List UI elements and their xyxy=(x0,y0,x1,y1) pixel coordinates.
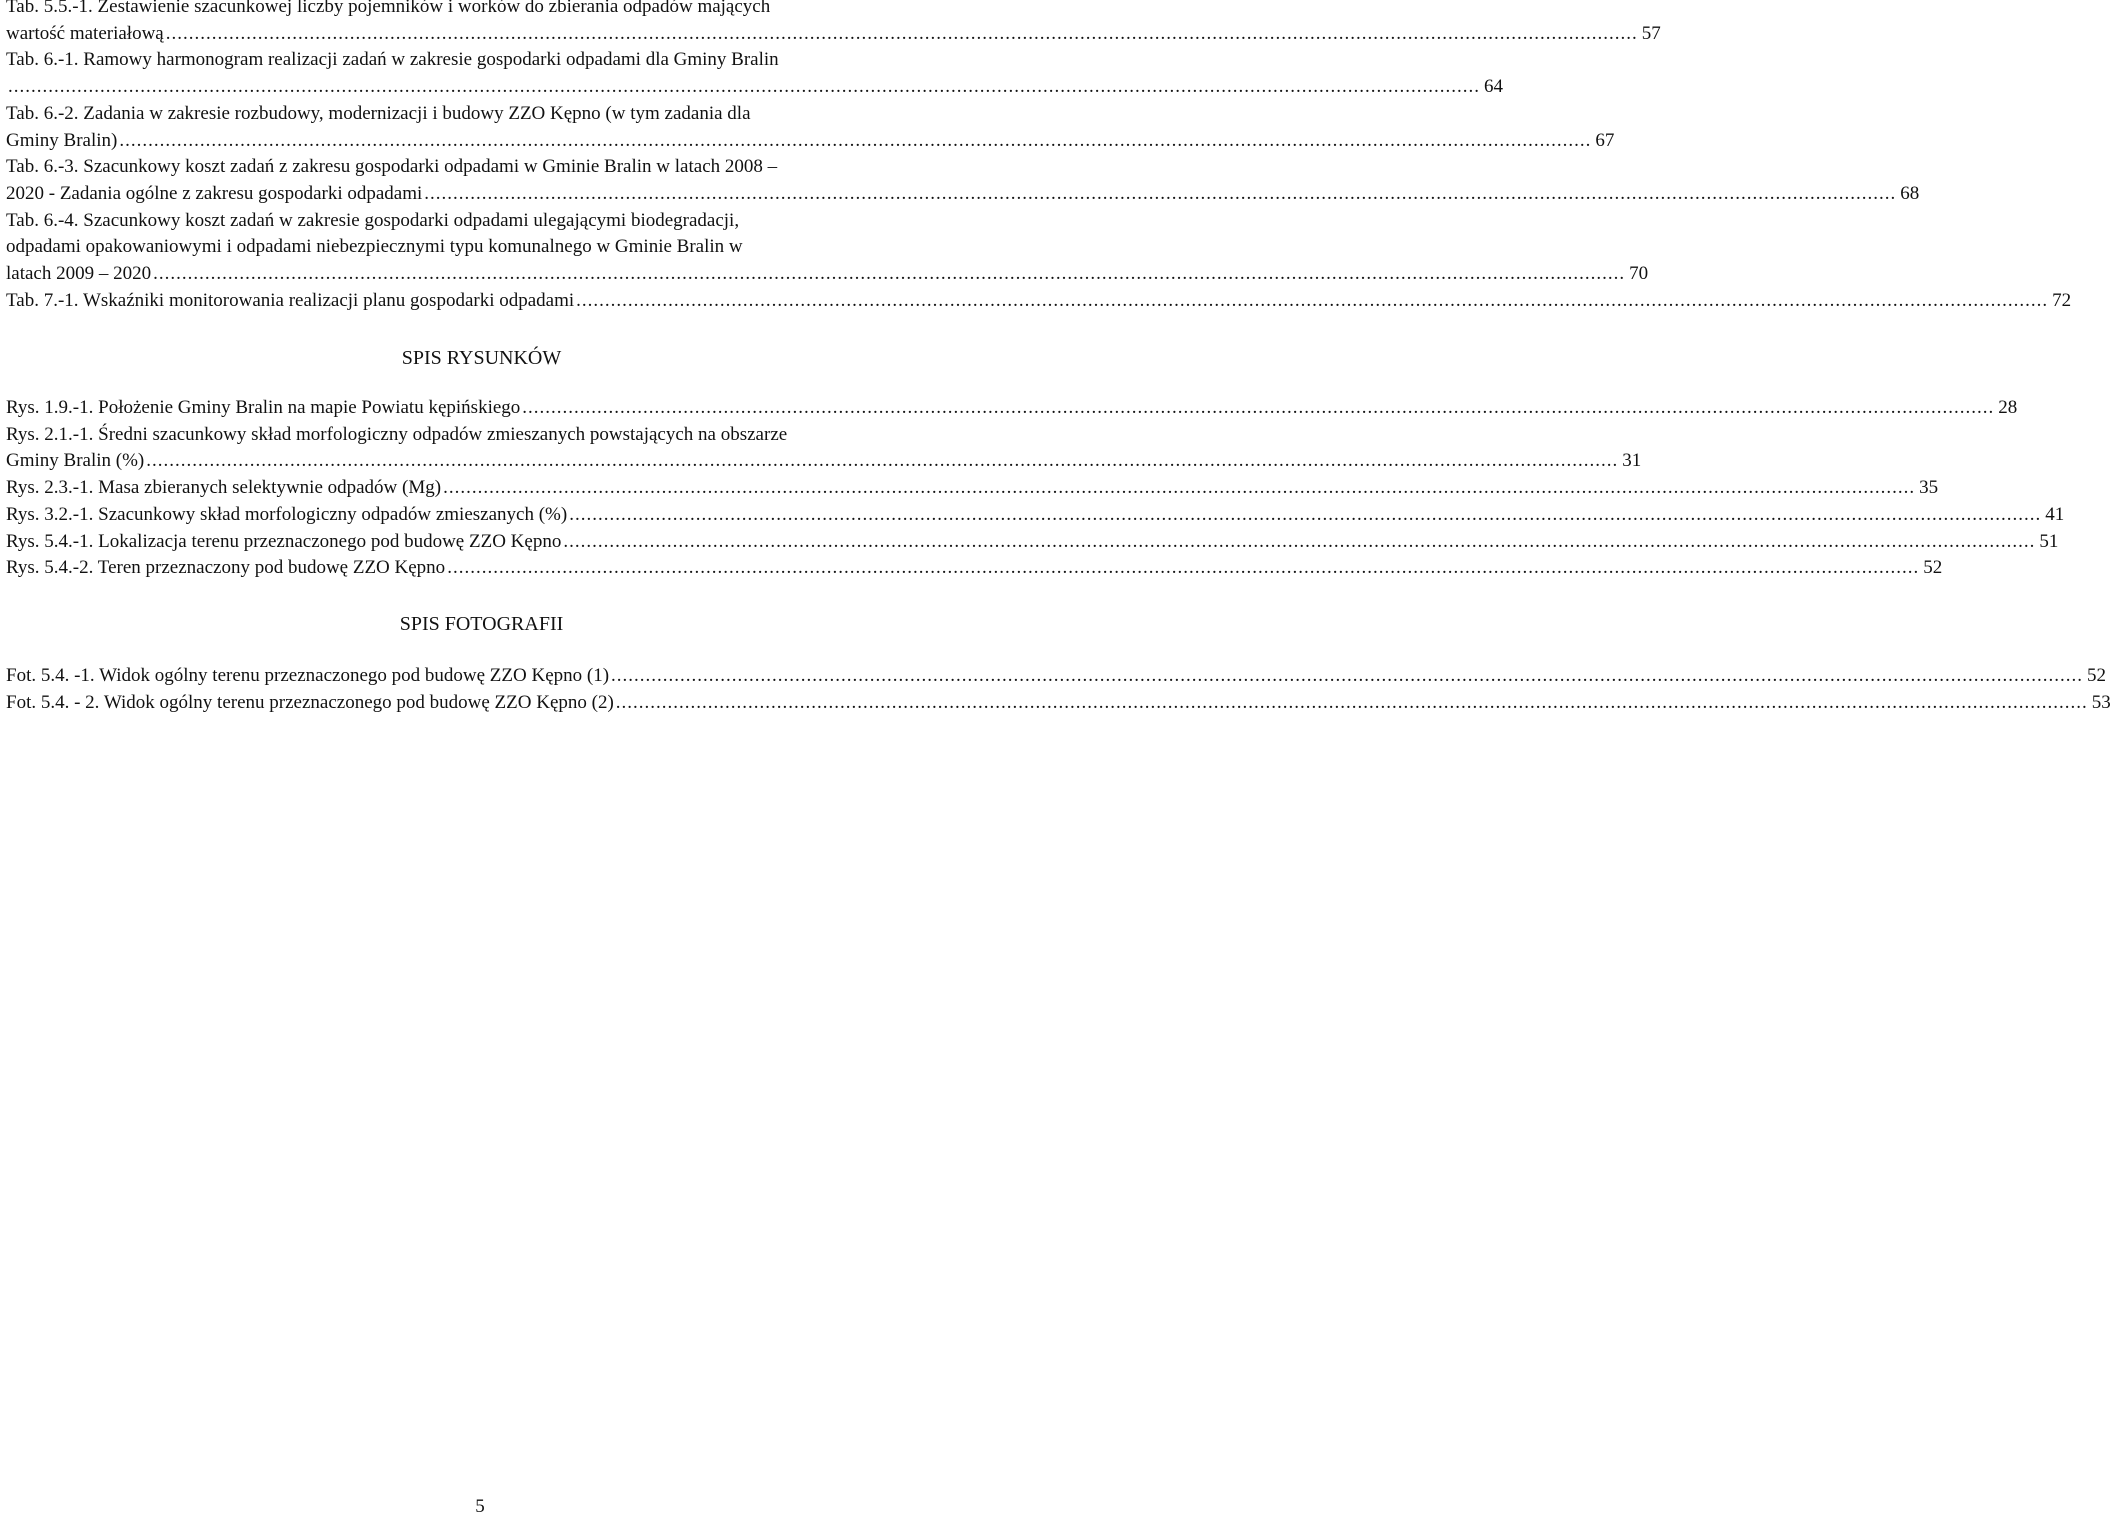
toc-entry[interactable] xyxy=(6,690,2111,717)
dot-leader xyxy=(424,181,1896,208)
toc-entry-text: Tab. 6.-3. Szacunkowy koszt zadań z zakresu gospodarki odpadami w Gminie Bralin w latach 2008 – xyxy=(6,156,778,178)
toc-entry[interactable] xyxy=(6,502,2065,529)
toc-entry[interactable] xyxy=(6,475,1939,502)
toc-page-number: 52 xyxy=(1923,557,1943,579)
toc-entry-text: Tab. 5.5.-1. Zestawienie szacunkowej liczby pojemników i worków do zbierania odpadów mających xyxy=(6,0,771,17)
toc-entry[interactable] xyxy=(6,422,1642,475)
toc-entry[interactable] xyxy=(6,208,1649,288)
toc-page-number: 41 xyxy=(2045,503,2065,525)
toc-entry-text: Tab. 6.-4. Szacunkowy koszt zadań w zakresie gospodarki odpadami ulegającymi biodegradacji, xyxy=(6,209,740,231)
toc-page-number: 28 xyxy=(1998,397,2018,418)
toc-entry-text: Gminy Bralin (%) xyxy=(6,450,145,472)
page-number: 5 xyxy=(475,1496,485,1517)
toc-entry[interactable] xyxy=(6,395,2018,422)
dot-leader xyxy=(576,288,2048,315)
toc-page-number: 57 xyxy=(1641,22,1661,44)
dot-leader xyxy=(166,21,1638,48)
toc-entry-text: Rys. 5.4.-2. Teren przeznaczony pod budowę ZZO Kępno xyxy=(6,557,446,579)
dot-leader xyxy=(611,663,2083,690)
toc-entry[interactable] xyxy=(6,0,1661,47)
toc-entry-text: Rys. 5.4.-1. Lokalizacja terenu przeznaczonego pod budowę ZZO Kępno xyxy=(6,530,562,552)
dot-leader xyxy=(153,261,1625,288)
toc-entry[interactable] xyxy=(6,101,1615,154)
dot-leader xyxy=(447,555,1919,582)
dot-leader xyxy=(616,690,2088,717)
toc-entry-text: Fot. 5.4. - 2. Widok ogólny terenu przeznaczonego pod budowę ZZO Kępno (2) xyxy=(6,691,614,713)
toc-entry-text: 2020 - Zadania ogólne z zakresu gospodarki odpadami xyxy=(6,182,423,204)
toc-entry-text: Gminy Bralin) xyxy=(6,129,118,151)
toc-page-number: 72 xyxy=(2052,289,2072,311)
toc-page-number: 31 xyxy=(1622,450,1642,472)
dot-leader xyxy=(8,74,1480,101)
toc-page-number: 70 xyxy=(1629,263,1649,285)
dot-leader xyxy=(146,448,1618,475)
dot-leader xyxy=(522,395,1994,422)
toc-page-number: 35 xyxy=(1919,477,1939,499)
toc-entry-text: Tab. 6.-1. Ramowy harmonogram realizacji zadań w zakresie gospodarki odpadami dla Gminy Bralin xyxy=(6,49,779,71)
toc-entry[interactable] xyxy=(6,663,2107,690)
toc-page-number: 67 xyxy=(1595,129,1615,151)
toc-entry-text: Rys. 3.2.-1. Szacunkowy skład morfologiczny odpadów zmieszanych (%) xyxy=(6,503,568,525)
toc-entry[interactable] xyxy=(6,154,1920,207)
dot-leader xyxy=(563,529,2035,556)
toc-entry[interactable] xyxy=(6,555,1943,582)
toc-page-number: 52 xyxy=(2087,665,2107,686)
toc-page-number: 51 xyxy=(2039,530,2059,552)
toc-entry-text: latach 2009 – 2020 xyxy=(6,263,152,285)
toc-entry[interactable] xyxy=(6,288,2072,315)
toc-entry-text: Rys. 2.3.-1. Masa zbieranych selektywnie odpadów (Mg) xyxy=(6,477,442,499)
figure-list xyxy=(6,395,2065,582)
dot-leader xyxy=(569,502,2041,529)
toc-entry-text: Rys. 1.9.-1. Położenie Gminy Bralin na mapie Powiatu kępińskiego xyxy=(6,397,521,418)
dot-leader xyxy=(443,475,1915,502)
table-list xyxy=(6,0,2072,314)
toc-entry-text: Tab. 7.-1. Wskaźniki monitorowania realizacji planu gospodarki odpadami xyxy=(6,289,575,311)
toc-entry-text: Rys. 2.1.-1. Średni szacunkowy skład morfologiczny odpadów zmieszanych powstających na obszarze xyxy=(6,423,788,445)
toc-entry-text: Fot. 5.4. -1. Widok ogólny terenu przeznaczonego pod budowę ZZO Kępno (1) xyxy=(6,665,610,686)
dot-leader xyxy=(119,128,1591,155)
toc-page-number: 53 xyxy=(2091,691,2111,713)
figures-heading: SPIS RYSUNKÓW xyxy=(401,347,562,369)
toc-page-number: 68 xyxy=(1900,182,1920,204)
toc-entry[interactable] xyxy=(6,529,2059,556)
photo-list xyxy=(6,663,2111,716)
toc-entry-text: wartość materiałową xyxy=(6,22,164,44)
toc-entry-text: Tab. 6.-2. Zadania w zakresie rozbudowy, modernizacji i budowy ZZO Kępno (w tym zadania dla xyxy=(6,102,751,124)
toc-entry[interactable] xyxy=(6,47,1503,100)
toc-entry-text: odpadami opakowaniowymi i odpadami niebezpiecznymi typu komunalnego w Gminie Bralin w xyxy=(6,236,743,258)
toc-page-number: 64 xyxy=(1484,76,1503,98)
photos-heading: SPIS FOTOGRAFII xyxy=(399,613,564,635)
